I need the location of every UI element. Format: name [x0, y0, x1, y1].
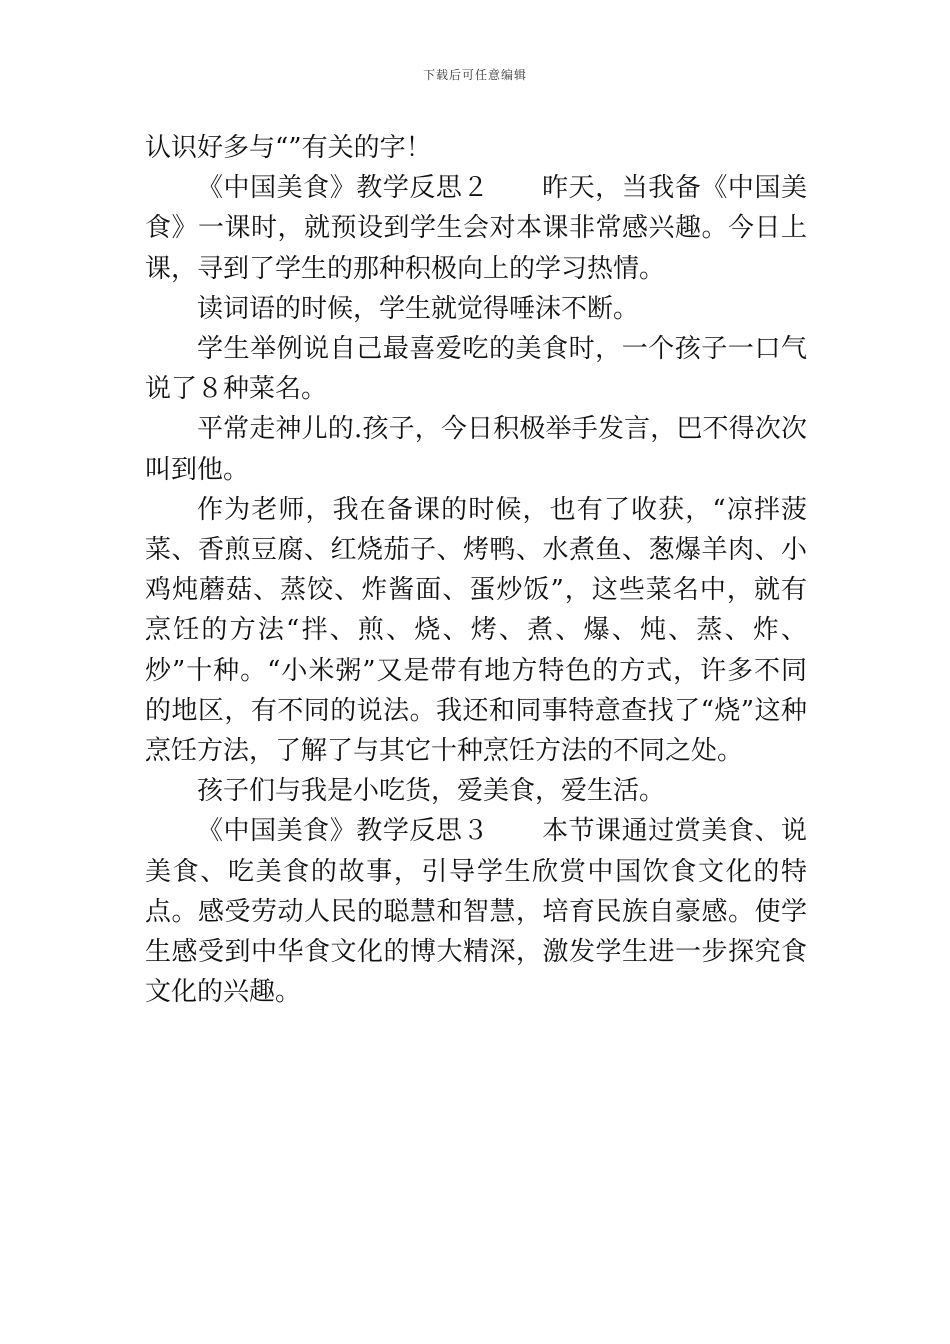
paragraph-2: 《中国美食》教学反思２ 昨天，当我备《中国美食》一课时，就预设到学生会对本课非常感兴趣。今日上课，寻到了学生的那种积极向上的学习热情。 — [145, 173, 807, 284]
paragraph-6: 作为老师，我在备课的时候，也有了收获，“凉拌菠菜、香煎豆腐、红烧茄子、烤鸭、水煮鱼、葱爆羊肉、小鸡炖蘑菇、蒸饺、炸酱面、蛋炒饭”，这些菜名中，就有烹饪的方法“拌、煎、烧、烤、煮、爆、炖、蒸、炸、炒”十种。“小米粥”又是带有地方特色的方式，许多不同的地区，有不同的说法。我还和同事特意查找了“烧”这种烹饪方法，了解了与其它十种烹饪方法的不同之处。 — [145, 494, 807, 767]
paragraph-8: 《中国美食》教学反思３ 本节课通过赏美食、说美食、吃美食的故事，引导学生欣赏中国饮食文化的特点。感受劳动人民的聪慧和智慧，培育民族自豪感。使学生感受到中华食文化的博大精深，激发学生进一步探究食文化的兴趣。 — [145, 816, 807, 1008]
paragraph-4: 学生举例说自己最喜爱吃的美食时，一个孩子一口气说了８种菜名。 — [145, 334, 807, 405]
paragraph-5: 平常走神儿的.孩子，今日积极举手发言，巴不得次次叫到他。 — [145, 414, 807, 485]
page-header: 下载后可任意编辑 — [422, 68, 527, 82]
paragraph-3: 读词语的时候，学生就觉得唾沫不断。 — [197, 293, 640, 324]
paragraph-1: 认识好多与“”有关的字！ — [145, 133, 432, 163]
paragraph-7: 孩子们与我是小吃货，爱美食，爱生活。 — [197, 776, 666, 807]
document-body — [145, 128, 807, 1012]
